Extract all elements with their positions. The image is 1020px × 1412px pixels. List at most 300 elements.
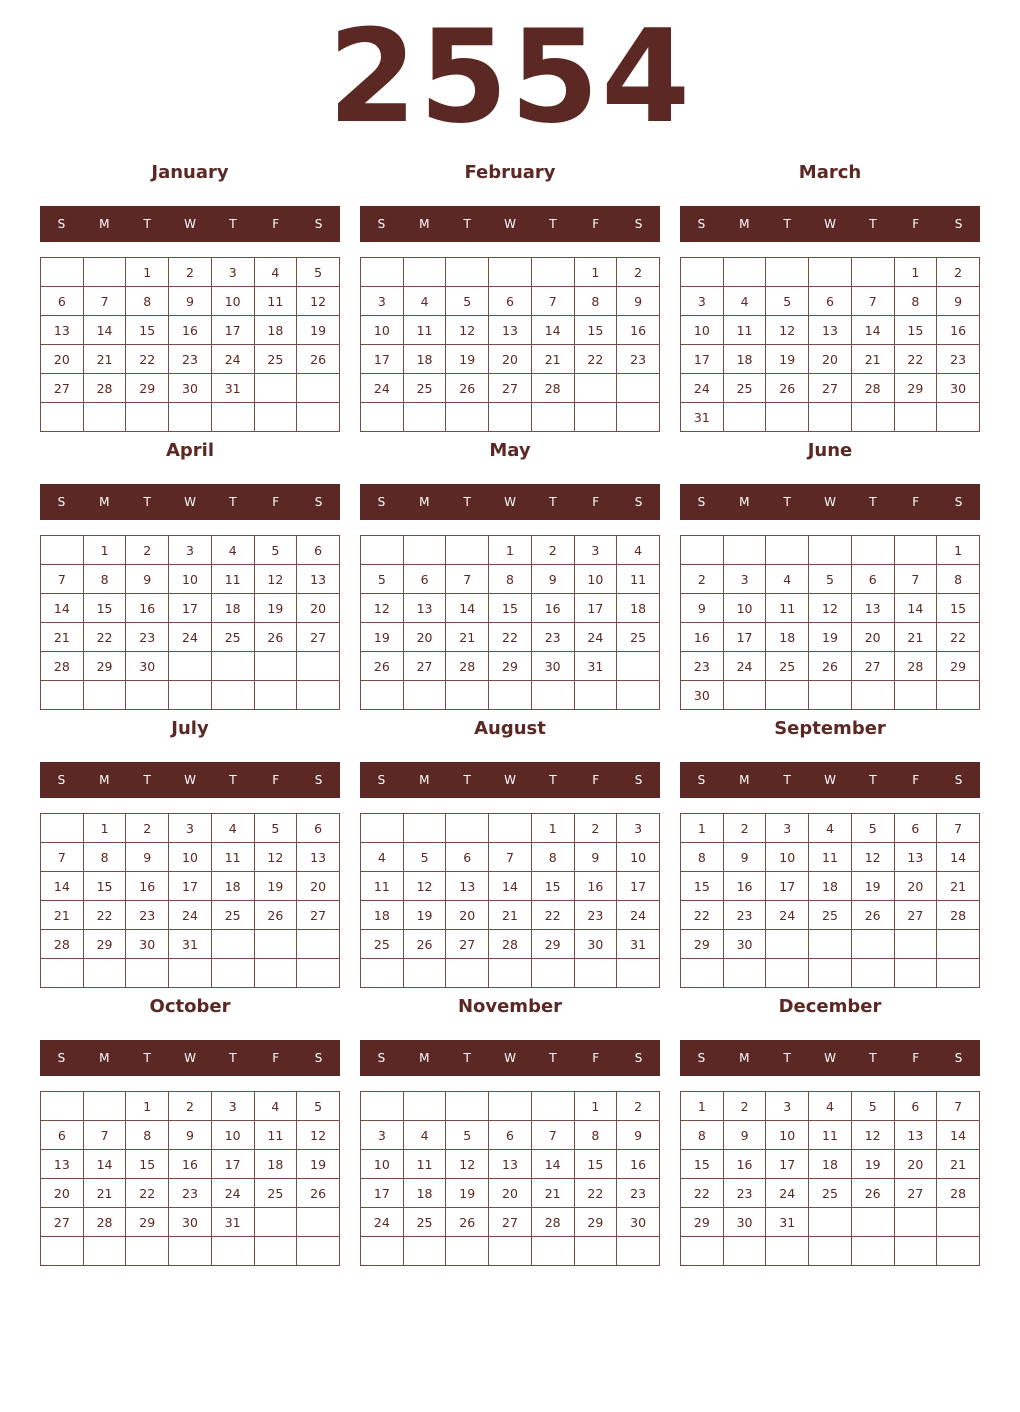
day-cell — [169, 959, 212, 988]
weekday-header — [360, 206, 660, 242]
weekday-label: T — [463, 773, 471, 787]
day-cell: 15 — [83, 594, 126, 623]
day-cell — [851, 959, 894, 988]
weekday-label: T — [869, 217, 877, 231]
weekday-label: T — [143, 217, 151, 231]
day-cell — [809, 1208, 852, 1237]
day-cell: 27 — [297, 901, 340, 930]
day-cell: 19 — [297, 316, 340, 345]
day-cell: 5 — [446, 1121, 489, 1150]
day-cell — [126, 681, 169, 710]
weekday-label: M — [419, 773, 430, 787]
week-row — [681, 623, 980, 652]
day-cell: 18 — [723, 345, 766, 374]
day-cell: 24 — [681, 374, 724, 403]
day-cell: 21 — [937, 872, 980, 901]
day-cell — [403, 403, 446, 432]
month-title: May — [489, 440, 531, 461]
day-cell: 5 — [809, 565, 852, 594]
week-row — [681, 258, 980, 287]
day-cell: 13 — [809, 316, 852, 345]
week-row — [681, 374, 980, 403]
day-cell: 1 — [126, 1092, 169, 1121]
day-cell: 17 — [766, 872, 809, 901]
day-cell: 14 — [41, 872, 84, 901]
day-cell: 18 — [766, 623, 809, 652]
day-cell — [531, 258, 574, 287]
week-row — [41, 652, 340, 681]
week-row — [681, 872, 980, 901]
day-cell: 1 — [489, 536, 532, 565]
day-cell: 13 — [894, 843, 937, 872]
day-cell: 23 — [126, 623, 169, 652]
weekday-label: M — [739, 1051, 750, 1065]
day-cell: 8 — [681, 843, 724, 872]
day-cell: 7 — [83, 287, 126, 316]
day-cell: 20 — [297, 872, 340, 901]
weekday-label: S — [697, 217, 706, 231]
day-cell: 25 — [723, 374, 766, 403]
day-cell: 27 — [403, 652, 446, 681]
day-cell: 22 — [83, 901, 126, 930]
weekday-label: M — [99, 1051, 110, 1065]
day-cell: 10 — [169, 565, 212, 594]
week-row — [361, 843, 660, 872]
week-row — [41, 1237, 340, 1266]
day-cell: 1 — [531, 814, 574, 843]
day-cell: 8 — [126, 1121, 169, 1150]
day-cell — [169, 403, 212, 432]
day-cell: 24 — [211, 1179, 254, 1208]
day-cell — [254, 681, 297, 710]
week-row — [41, 316, 340, 345]
week-row — [361, 1092, 660, 1121]
day-cell: 27 — [489, 1208, 532, 1237]
day-cell: 8 — [83, 843, 126, 872]
day-cell: 4 — [361, 843, 404, 872]
day-cell — [169, 1237, 212, 1266]
week-row — [361, 536, 660, 565]
day-cell — [766, 930, 809, 959]
day-cell: 16 — [617, 1150, 660, 1179]
day-cell: 5 — [297, 258, 340, 287]
day-cell: 21 — [83, 345, 126, 374]
day-cell: 2 — [169, 1092, 212, 1121]
day-cell — [83, 959, 126, 988]
day-cell: 24 — [361, 374, 404, 403]
day-cell — [446, 959, 489, 988]
day-cell: 13 — [297, 565, 340, 594]
weekday-header — [360, 1040, 660, 1076]
day-cell: 8 — [894, 287, 937, 316]
day-cell: 24 — [766, 901, 809, 930]
day-cell — [361, 403, 404, 432]
day-cell — [126, 403, 169, 432]
month-title: December — [778, 996, 882, 1017]
day-cell: 1 — [574, 1092, 617, 1121]
day-cell: 11 — [809, 843, 852, 872]
day-cell — [41, 814, 84, 843]
day-cell: 28 — [446, 652, 489, 681]
day-cell: 27 — [809, 374, 852, 403]
day-cell — [766, 258, 809, 287]
day-cell — [211, 930, 254, 959]
week-row — [41, 565, 340, 594]
day-grid — [40, 535, 340, 710]
day-cell: 24 — [617, 901, 660, 930]
day-cell — [937, 403, 980, 432]
day-cell: 1 — [126, 258, 169, 287]
day-grid — [680, 535, 980, 710]
day-cell — [851, 536, 894, 565]
day-cell: 3 — [361, 1121, 404, 1150]
day-cell: 23 — [617, 1179, 660, 1208]
day-cell: 17 — [169, 594, 212, 623]
day-cell — [83, 403, 126, 432]
day-cell — [766, 681, 809, 710]
day-cell: 2 — [937, 258, 980, 287]
day-cell — [211, 652, 254, 681]
weekday-label: S — [634, 495, 643, 509]
day-cell: 14 — [83, 1150, 126, 1179]
weekday-label: F — [592, 1051, 600, 1065]
week-row — [41, 930, 340, 959]
day-grid — [40, 1091, 340, 1266]
day-cell: 9 — [723, 843, 766, 872]
day-cell: 14 — [937, 843, 980, 872]
day-cell: 5 — [361, 565, 404, 594]
day-cell — [766, 1237, 809, 1266]
day-cell: 9 — [126, 565, 169, 594]
day-cell: 1 — [937, 536, 980, 565]
day-cell: 26 — [403, 930, 446, 959]
weekday-label: T — [143, 773, 151, 787]
week-row — [41, 1121, 340, 1150]
day-cell — [937, 1237, 980, 1266]
day-cell — [403, 681, 446, 710]
week-row — [41, 403, 340, 432]
day-cell: 3 — [723, 565, 766, 594]
week-row — [41, 1179, 340, 1208]
day-cell: 20 — [297, 594, 340, 623]
day-cell: 27 — [489, 374, 532, 403]
day-cell: 11 — [723, 316, 766, 345]
day-cell: 18 — [211, 594, 254, 623]
day-cell: 26 — [446, 374, 489, 403]
week-row — [361, 287, 660, 316]
week-row — [681, 403, 980, 432]
day-cell: 12 — [254, 565, 297, 594]
week-row — [41, 594, 340, 623]
day-cell — [83, 1092, 126, 1121]
day-cell — [489, 403, 532, 432]
day-cell: 25 — [254, 1179, 297, 1208]
day-cell: 9 — [617, 287, 660, 316]
day-cell — [617, 652, 660, 681]
day-grid — [680, 257, 980, 432]
day-cell: 16 — [937, 316, 980, 345]
day-cell: 6 — [41, 1121, 84, 1150]
day-cell: 10 — [723, 594, 766, 623]
day-cell: 30 — [723, 1208, 766, 1237]
weekday-label: S — [954, 217, 963, 231]
day-cell: 16 — [169, 1150, 212, 1179]
day-cell: 28 — [531, 1208, 574, 1237]
weekday-label: F — [912, 1051, 920, 1065]
day-cell: 9 — [937, 287, 980, 316]
day-cell — [809, 959, 852, 988]
day-cell: 28 — [937, 901, 980, 930]
day-cell: 29 — [681, 1208, 724, 1237]
day-cell: 10 — [211, 1121, 254, 1150]
day-cell: 22 — [937, 623, 980, 652]
day-cell: 6 — [894, 1092, 937, 1121]
day-cell: 25 — [809, 901, 852, 930]
day-cell: 20 — [446, 901, 489, 930]
day-cell: 6 — [403, 565, 446, 594]
day-cell — [446, 536, 489, 565]
weekday-label: T — [143, 495, 151, 509]
day-cell: 19 — [446, 345, 489, 374]
week-row — [361, 930, 660, 959]
day-cell: 30 — [723, 930, 766, 959]
day-cell — [83, 1237, 126, 1266]
day-cell — [83, 258, 126, 287]
weekday-label: F — [592, 495, 600, 509]
day-cell: 7 — [937, 814, 980, 843]
week-row — [41, 681, 340, 710]
day-cell: 14 — [851, 316, 894, 345]
week-row — [681, 901, 980, 930]
day-cell — [851, 681, 894, 710]
weekday-label: M — [99, 217, 110, 231]
day-cell — [489, 814, 532, 843]
day-cell: 14 — [83, 316, 126, 345]
day-cell: 2 — [574, 814, 617, 843]
day-cell: 21 — [41, 623, 84, 652]
day-cell — [489, 1092, 532, 1121]
weekday-label: T — [463, 217, 471, 231]
week-row — [361, 316, 660, 345]
day-cell: 2 — [723, 1092, 766, 1121]
week-row — [361, 374, 660, 403]
weekday-label: W — [184, 495, 196, 509]
week-row — [681, 345, 980, 374]
weekday-label: S — [697, 1051, 706, 1065]
weekday-label: T — [463, 1051, 471, 1065]
day-cell: 16 — [126, 872, 169, 901]
day-cell: 12 — [809, 594, 852, 623]
day-cell: 16 — [723, 872, 766, 901]
day-cell: 31 — [211, 374, 254, 403]
week-row — [41, 959, 340, 988]
weekday-label: T — [783, 773, 791, 787]
day-cell: 29 — [489, 652, 532, 681]
day-cell: 21 — [41, 901, 84, 930]
weekday-label: S — [954, 1051, 963, 1065]
day-cell: 6 — [851, 565, 894, 594]
day-cell: 15 — [681, 872, 724, 901]
day-cell — [851, 403, 894, 432]
day-cell: 17 — [681, 345, 724, 374]
day-cell: 26 — [254, 901, 297, 930]
day-cell — [681, 959, 724, 988]
day-cell — [489, 258, 532, 287]
day-cell: 29 — [126, 374, 169, 403]
week-row — [361, 814, 660, 843]
day-cell — [297, 652, 340, 681]
day-cell: 2 — [126, 536, 169, 565]
day-cell: 30 — [617, 1208, 660, 1237]
day-cell — [361, 1092, 404, 1121]
day-cell: 7 — [41, 843, 84, 872]
day-cell — [254, 403, 297, 432]
day-cell: 11 — [211, 565, 254, 594]
day-cell: 25 — [211, 623, 254, 652]
day-cell: 4 — [403, 1121, 446, 1150]
day-cell — [254, 374, 297, 403]
day-cell: 25 — [403, 374, 446, 403]
day-cell: 14 — [531, 316, 574, 345]
day-cell: 2 — [617, 258, 660, 287]
day-cell: 15 — [126, 1150, 169, 1179]
day-cell — [574, 681, 617, 710]
day-cell: 12 — [254, 843, 297, 872]
day-cell — [211, 959, 254, 988]
week-row — [681, 1237, 980, 1266]
day-cell — [403, 1092, 446, 1121]
day-cell: 15 — [937, 594, 980, 623]
day-cell — [809, 536, 852, 565]
day-cell — [297, 681, 340, 710]
week-row — [681, 1150, 980, 1179]
day-cell — [766, 959, 809, 988]
day-cell: 5 — [446, 287, 489, 316]
day-cell: 23 — [531, 623, 574, 652]
day-cell: 14 — [937, 1121, 980, 1150]
day-cell: 26 — [851, 1179, 894, 1208]
weekday-header — [40, 1040, 340, 1076]
weekday-label: T — [229, 1051, 237, 1065]
day-cell: 8 — [489, 565, 532, 594]
day-cell: 28 — [894, 652, 937, 681]
day-cell: 28 — [489, 930, 532, 959]
day-cell — [723, 536, 766, 565]
day-cell: 18 — [403, 1179, 446, 1208]
day-cell: 10 — [361, 1150, 404, 1179]
month-title: March — [798, 162, 862, 183]
day-cell: 15 — [126, 316, 169, 345]
day-cell: 18 — [809, 872, 852, 901]
day-cell — [211, 681, 254, 710]
weekday-header — [40, 762, 340, 798]
day-cell: 12 — [446, 1150, 489, 1179]
day-cell: 3 — [766, 814, 809, 843]
month-title: June — [807, 440, 853, 461]
day-cell: 4 — [211, 814, 254, 843]
day-cell — [894, 681, 937, 710]
day-cell: 25 — [403, 1208, 446, 1237]
week-row — [41, 843, 340, 872]
day-cell: 21 — [489, 901, 532, 930]
day-cell: 27 — [894, 901, 937, 930]
day-cell: 21 — [446, 623, 489, 652]
day-cell — [211, 403, 254, 432]
day-cell: 14 — [489, 872, 532, 901]
weekday-label: T — [869, 495, 877, 509]
weekday-label: T — [549, 495, 557, 509]
day-cell: 10 — [681, 316, 724, 345]
day-cell: 29 — [83, 930, 126, 959]
day-cell: 24 — [766, 1179, 809, 1208]
weekday-header — [680, 484, 980, 520]
day-cell — [937, 930, 980, 959]
week-row — [41, 258, 340, 287]
day-cell — [41, 1237, 84, 1266]
day-cell: 18 — [617, 594, 660, 623]
day-cell: 30 — [531, 652, 574, 681]
weekday-label: S — [697, 495, 706, 509]
day-cell — [937, 681, 980, 710]
day-cell — [531, 403, 574, 432]
weekday-label: T — [143, 1051, 151, 1065]
day-cell — [297, 1208, 340, 1237]
day-cell: 22 — [574, 345, 617, 374]
week-row — [361, 1237, 660, 1266]
day-cell: 17 — [361, 345, 404, 374]
day-cell: 3 — [211, 258, 254, 287]
week-row — [681, 959, 980, 988]
day-cell: 25 — [254, 345, 297, 374]
week-row — [681, 930, 980, 959]
weekday-label: M — [739, 773, 750, 787]
weekday-label: T — [869, 1051, 877, 1065]
day-cell: 18 — [403, 345, 446, 374]
day-cell: 1 — [83, 814, 126, 843]
day-cell — [723, 258, 766, 287]
day-cell: 22 — [681, 901, 724, 930]
weekday-label: S — [57, 495, 66, 509]
weekday-header — [40, 484, 340, 520]
week-row — [41, 1208, 340, 1237]
day-cell: 25 — [809, 1179, 852, 1208]
day-cell: 4 — [617, 536, 660, 565]
week-row — [681, 1179, 980, 1208]
day-cell: 8 — [574, 287, 617, 316]
day-cell: 31 — [617, 930, 660, 959]
day-cell: 11 — [403, 316, 446, 345]
day-cell — [403, 1237, 446, 1266]
day-cell: 3 — [617, 814, 660, 843]
day-cell: 21 — [937, 1150, 980, 1179]
day-cell — [297, 374, 340, 403]
day-cell: 15 — [83, 872, 126, 901]
day-cell — [809, 1237, 852, 1266]
day-cell: 1 — [681, 1092, 724, 1121]
weekday-label: S — [314, 773, 323, 787]
day-cell: 19 — [361, 623, 404, 652]
day-cell: 20 — [894, 872, 937, 901]
weekday-label: M — [419, 217, 430, 231]
day-cell — [361, 814, 404, 843]
year-title: 2554 — [327, 3, 693, 152]
day-cell: 30 — [126, 930, 169, 959]
week-row — [361, 1208, 660, 1237]
day-cell — [681, 536, 724, 565]
weekday-label: W — [504, 495, 516, 509]
day-cell — [617, 1237, 660, 1266]
day-grid — [360, 535, 660, 710]
